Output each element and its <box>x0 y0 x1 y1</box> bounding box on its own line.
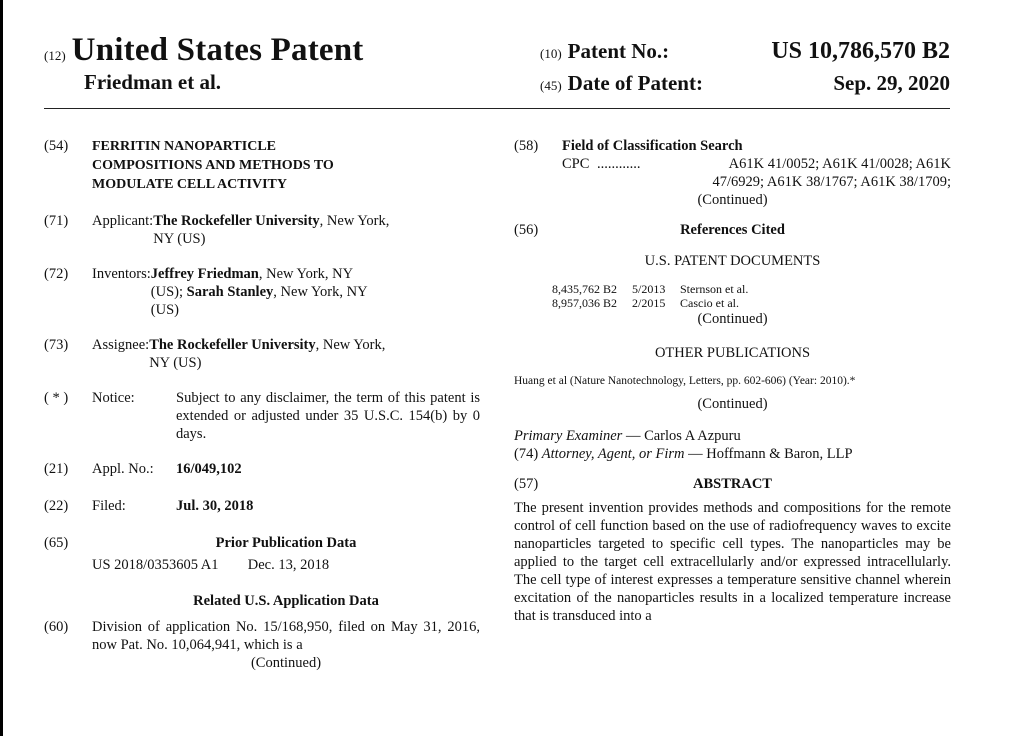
us-patent-documents <box>552 282 951 310</box>
field-number: ( * ) <box>44 390 69 406</box>
prior-publication-heading: Prior Publication Data <box>215 535 357 551</box>
field-56 <box>514 221 951 239</box>
page-edge <box>0 0 3 736</box>
notice <box>92 389 480 443</box>
attorney-label: Attorney, Agent, or Firm <box>541 446 685 462</box>
assignee-value <box>149 336 480 372</box>
applicant-value <box>153 212 480 248</box>
field-number: (57) <box>514 476 539 492</box>
reference-row <box>552 296 951 310</box>
field-72 <box>44 265 480 319</box>
cpc-codes: 47/6929; A61K 38/1767; A61K 38/1709; <box>712 174 951 190</box>
title-line: FERRITIN NANOPARTICLE <box>92 139 276 154</box>
applicant <box>92 212 480 248</box>
field-number: (65) <box>44 535 69 551</box>
cpc-label: CPC <box>562 156 590 172</box>
field-number: (60) <box>44 619 69 635</box>
code-45: (45) <box>540 78 562 93</box>
examiner-label: Primary Examiner <box>514 428 623 444</box>
filed-label: Filed: <box>92 498 126 514</box>
continued-note: (Continued) <box>697 192 768 208</box>
field-65 <box>44 534 480 552</box>
appl-no-label: Appl. No.: <box>92 461 154 477</box>
date-label: Date of Patent: <box>567 71 703 95</box>
continued-note: (Continued) <box>697 396 768 412</box>
field-21 <box>44 460 480 478</box>
invention-title <box>92 137 480 194</box>
patent-number-block <box>540 38 950 96</box>
field-60 <box>44 618 480 672</box>
title-line: MODULATE CELL ACTIVITY <box>92 177 288 192</box>
field-notice <box>44 389 480 443</box>
notice-label: Notice: <box>92 390 135 406</box>
related-application-heading: Related U.S. Application Data <box>193 593 379 609</box>
assignee-label: Assignee: <box>92 337 150 353</box>
division-info <box>92 618 480 672</box>
filed-date <box>92 497 480 515</box>
applicant-location: , New York, <box>319 213 390 229</box>
header-divider <box>44 108 950 109</box>
field-number: (54) <box>44 138 69 154</box>
field-22 <box>44 497 480 515</box>
continued-note: (Continued) <box>697 311 768 327</box>
appl-no-value: 16/049,102 <box>176 461 242 477</box>
us-patent-documents-heading: U.S. PATENT DOCUMENTS <box>644 253 821 269</box>
title-line: COMPOSITIONS AND METHODS TO <box>92 158 334 173</box>
filed-value: Jul. 30, 2018 <box>176 498 254 514</box>
classification-heading: Field of Classification Search <box>562 138 743 154</box>
prior-publication-values <box>92 556 480 574</box>
field-number: (71) <box>44 213 69 229</box>
inventor-country: (US); <box>150 284 187 300</box>
abstract-text: The present invention provides methods and compositions for the remote control of cell function based on the use of radiofrequency waves to excite nanoparticles targeted to specific cell types. The nanoparticles may be applied to the target cell extracellularly and/or expressed intracellularly. The cell type of interest expresses a temperature sensitive channel wherein excitation of the nanoparticles results in a localized temperature increase that is transduced into a <box>514 500 951 624</box>
inventor-location: , New York, NY <box>258 266 354 282</box>
reference-number: 8,435,762 B2 <box>552 282 618 296</box>
reference-date: 5/2013 <box>632 282 666 296</box>
inventor-country: (US) <box>150 302 179 318</box>
field-number: (21) <box>44 461 69 477</box>
continued-note: (Continued) <box>250 655 322 671</box>
other-publication: Huang et al (Nature Nanotechnology, Letters, pp. 602-606) (Year: 2010).* <box>514 375 856 387</box>
field-73 <box>44 336 480 372</box>
field-number: (74) <box>514 446 542 462</box>
reference-name: Cascio et al. <box>680 296 739 310</box>
reference-date: 2/2015 <box>632 296 666 310</box>
field-number-spacer <box>44 556 92 574</box>
field-54 <box>44 137 480 194</box>
patent-number: US 10,786,570 B2 <box>771 38 950 64</box>
inventors-label: Inventors: <box>92 266 151 282</box>
cpc-dots: ............ <box>597 156 641 172</box>
abstract-heading: ABSTRACT <box>693 476 772 492</box>
reference-name: Sternson et al. <box>680 282 749 296</box>
right-column <box>514 137 951 625</box>
publication-date: Dec. 13, 2018 <box>247 557 330 573</box>
field-number: (22) <box>44 498 69 514</box>
cpc-line <box>562 155 951 173</box>
patent-no-label: Patent No.: <box>567 39 670 63</box>
inventors-value <box>151 265 480 319</box>
inventors <box>92 265 480 319</box>
application-number <box>92 460 480 478</box>
prior-publication-row <box>44 556 480 574</box>
left-column <box>44 137 480 672</box>
division-text: Division of application No. 15/168,950, filed on May 31, 2016, now Pat. No. 10,064,941, which is a <box>92 619 480 653</box>
cpc-codes: A61K 41/0052; A61K 41/0028; A61K <box>728 156 951 172</box>
assignee-country: NY (US) <box>149 355 202 371</box>
field-number: (56) <box>514 222 539 238</box>
examiner-name: — Carlos A Azpuru <box>622 428 741 444</box>
code-10: (10) <box>540 46 562 61</box>
publication-number: US 2018/0353605 A1 <box>92 557 219 573</box>
attorney-name: — Hoffmann & Baron, LLP <box>684 446 853 462</box>
inventor-location: , New York, NY <box>273 284 368 300</box>
patent-title: United States Patent <box>71 32 364 68</box>
inventor-name: Jeffrey Friedman <box>150 266 259 282</box>
primary-examiner <box>514 427 951 445</box>
reference-number: 8,957,036 B2 <box>552 296 618 310</box>
field-number: (73) <box>44 337 69 353</box>
references-heading: References Cited <box>680 222 785 238</box>
field-71 <box>44 212 480 248</box>
reference-row <box>552 282 951 296</box>
other-publications-heading: OTHER PUBLICATIONS <box>654 345 811 361</box>
applicant-name: The Rockefeller University <box>153 213 320 229</box>
assignee-name: The Rockefeller University <box>149 337 316 353</box>
assignee <box>92 336 480 372</box>
patent-date: Sep. 29, 2020 <box>833 71 950 95</box>
patent-title-block <box>44 32 363 69</box>
field-number: (58) <box>514 138 539 154</box>
code-12: (12) <box>44 48 66 63</box>
field-57 <box>514 475 951 493</box>
inventor-name: Sarah Stanley <box>186 284 274 300</box>
applicant-country: NY (US) <box>153 231 206 247</box>
assignee-location: , New York, <box>315 337 386 353</box>
field-number: (72) <box>44 266 69 282</box>
applicant-label: Applicant: <box>92 213 154 229</box>
notice-text: Subject to any disclaimer, the term of this patent is extended or adjusted under 35 U.S.C. 154(b) by 0 days. <box>176 390 480 442</box>
attorney <box>514 445 951 463</box>
inventors-short: Friedman et al. <box>84 70 222 94</box>
classification-search <box>562 137 951 209</box>
field-58 <box>514 137 951 209</box>
